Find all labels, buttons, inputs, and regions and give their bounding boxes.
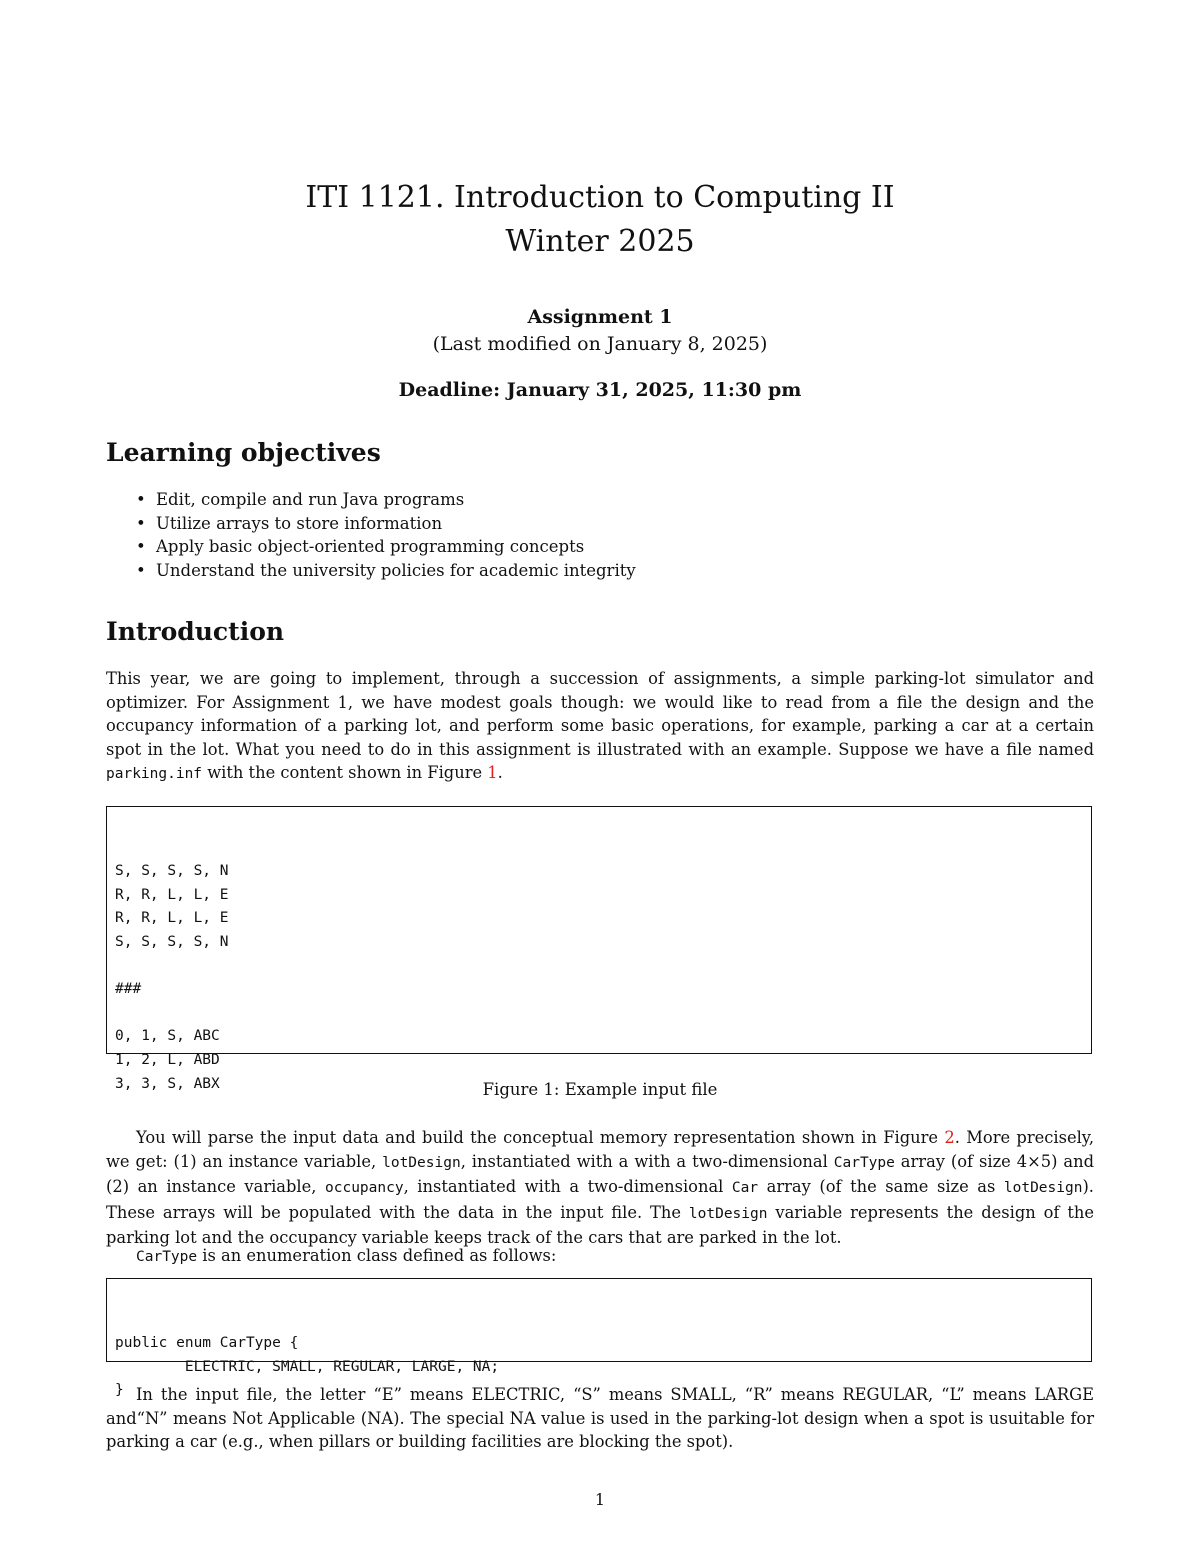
bullet-icon: • bbox=[136, 537, 146, 557]
code-line: R, R, L, L, E bbox=[115, 910, 229, 927]
modified-date: (Last modified on January 8, 2025) bbox=[432, 333, 768, 355]
bullet-icon: • bbox=[136, 490, 146, 509]
code-line: S, S, S, S, N bbox=[115, 933, 229, 950]
letter-meaning-paragraph: In the input file, the letter “E” means ELECTRIC, “S” means SMALL, “R” means REGULAR, “L” means LARGE and“N” means Not Applicable (NA). The special NA value is used in the parking-lot design when a spot is usuitable for parking a car (e.g., when pillars or building facilities are blocking the spot). bbox=[106, 1385, 1094, 1451]
code-line bbox=[115, 1002, 1083, 1026]
figure-1-caption: Figure 1: Example input file bbox=[482, 1080, 718, 1099]
term-title: Winter 2025 bbox=[505, 224, 695, 259]
figure-2-link[interactable]: 2 bbox=[944, 1128, 955, 1147]
bullet-icon: • bbox=[136, 561, 146, 581]
objectives-list bbox=[106, 488, 636, 583]
code-line: 0, 1, S, ABC bbox=[115, 1028, 220, 1045]
bullet-icon: • bbox=[136, 513, 146, 533]
code-line: } bbox=[115, 1382, 124, 1399]
code-line bbox=[115, 955, 1083, 979]
list-item: • Apply basic object-oriented programming concepts bbox=[106, 535, 636, 559]
assignment-label: Assignment 1 bbox=[527, 306, 673, 328]
intro-paragraph: This year, we are going to implement, through a succession of assignments, a simple parking-lot simulator and optimizer. For Assignment 1, we have modest goals though: we would like to read from a file the design and the occupancy information of a parking lot, and perform some basic operations, for example, parking a car at a certain spot in the lot. What you need to do in this assignment is illustrated with an example. Suppose we have a file named parking.inf with the content shown in Figure 1. bbox=[106, 669, 1094, 782]
enum-intro-paragraph: CarType is an enumeration class defined as follows: bbox=[136, 1246, 557, 1265]
course-title: ITI 1121. Introduction to Computing II bbox=[305, 180, 895, 215]
code-line: public enum CarType { bbox=[115, 1335, 299, 1352]
code-line: 1, 2, L, ABD bbox=[115, 1051, 220, 1068]
title-block bbox=[0, 176, 1200, 404]
figure-1-link[interactable]: 1 bbox=[487, 763, 498, 782]
body-paragraph: You will parse the input data and build the conceptual memory representation shown in Figure 2. More precisely, we get: (1) an instance variable, lotDesign, instantiated with a with a two-dimensional CarType array (of size 4×5) and (2) an instance variable, occupancy, instantiated with a two-dimensional Car array (of the same size as lotDesign). These arrays will be populated with the data in the input file. The lotDesign variable represents the design of the parking lot and the occupancy variable keeps track of the cars that are parked in the lot. bbox=[106, 1128, 1095, 1247]
list-item: • Understand the university policies for academic integrity bbox=[106, 559, 636, 583]
introduction-heading: Introduction bbox=[106, 617, 285, 646]
page-number: 1 bbox=[594, 1490, 606, 1509]
list-item: • Utilize arrays to store information bbox=[106, 512, 636, 536]
enum-code bbox=[106, 1278, 1092, 1399]
objectives-heading: Learning objectives bbox=[106, 438, 381, 467]
code-line: S, S, S, S, N bbox=[115, 863, 229, 880]
deadline: Deadline: January 31, 2025, 11:30 pm bbox=[398, 379, 802, 401]
code-line: R, R, L, L, E bbox=[115, 886, 229, 903]
list-item: • Edit, compile and run Java programs bbox=[106, 488, 636, 512]
code-line: 3, 3, S, ABX bbox=[115, 1075, 220, 1092]
code-line: ELECTRIC, SMALL, REGULAR, LARGE, NA; bbox=[115, 1358, 500, 1375]
code-line: ### bbox=[115, 981, 142, 998]
file-name: parking.inf bbox=[106, 766, 203, 782]
